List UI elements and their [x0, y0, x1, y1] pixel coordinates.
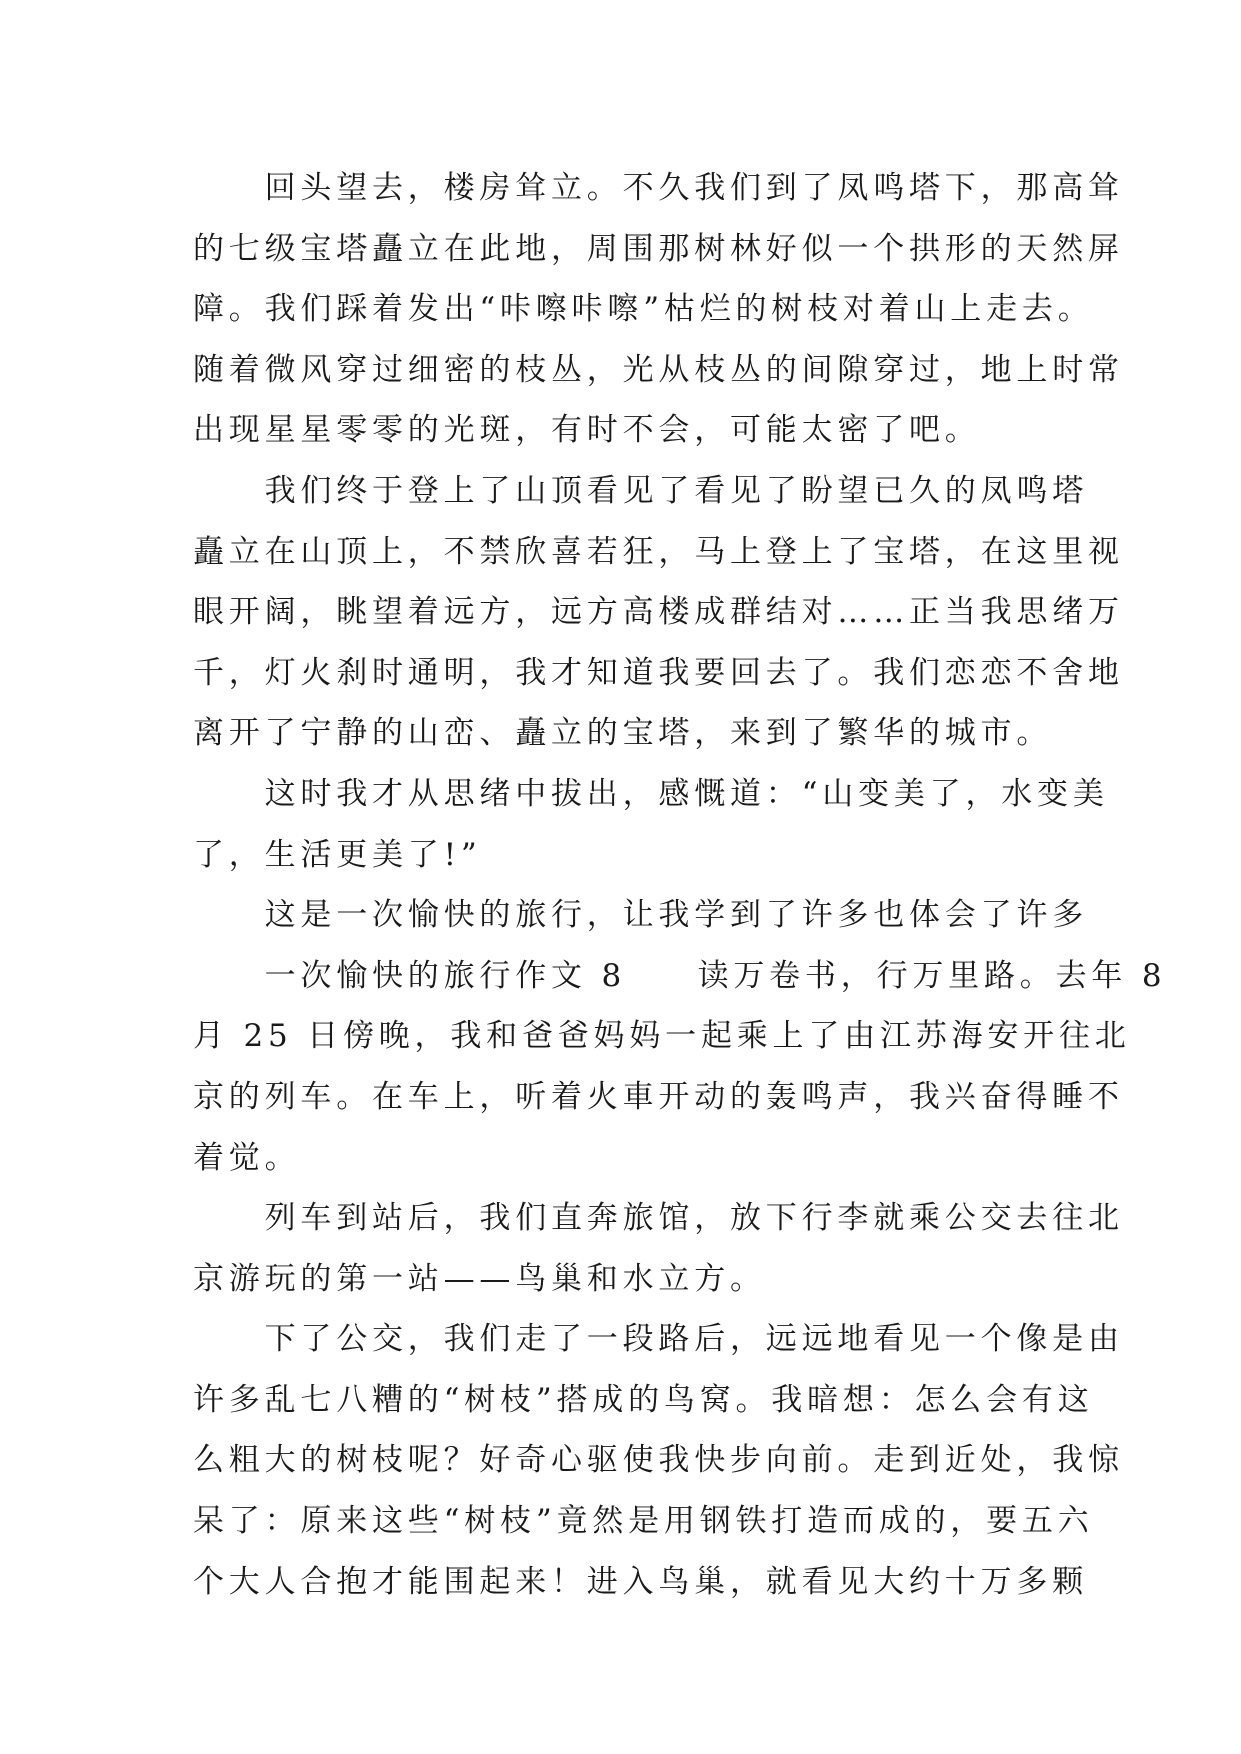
text-line: 随着微风穿过细密的枝丛，光从枝丛的间隙穿过，地上时常	[193, 351, 1124, 388]
text-line: 么粗大的树枝呢？好奇心驱使我快步向前。走到近处，我惊	[193, 1442, 1124, 1479]
text-line: 眼开阔，眺望着远方，远方高楼成群结对……正当我思绪万	[193, 594, 1124, 631]
text-line: 矗立在山顶上，不禁欣喜若狂，马上登上了宝塔，在这里视	[193, 533, 1124, 570]
text-line: 千，灯火刹时通明，我才知道我要回去了。我们恋恋不舍地	[193, 654, 1124, 691]
text-line: 京的列车。在车上，听着火車开动的轰鸣声，我兴奋得睡不	[193, 1078, 1124, 1115]
text-line: 回头望去，楼房耸立。不久我们到了凤鸣塔下，那高耸	[193, 170, 1124, 206]
text-line: 月 25 日傍晚，我和爸爸妈妈一起乘上了由江苏海安开往北	[193, 1018, 1131, 1055]
text-line: 下了公交，我们走了一段路后，远远地看见一个像是由	[193, 1321, 1124, 1358]
text-line: 着觉。	[193, 1139, 301, 1176]
essay-text	[193, 158, 1167, 1612]
text-line: 我们终于登上了山顶看见了看见了盼望已久的凤鸣塔	[193, 472, 1088, 509]
text-line: 个大人合抱才能围起来！进入鸟巢，就看见大约十万多颗	[193, 1563, 1088, 1600]
text-line: 京游玩的第一站——鸟巢和水立方。	[193, 1260, 766, 1297]
text-line: 这是一次愉快的旅行，让我学到了许多也体会了许多	[193, 897, 1088, 934]
text-line: 这时我才从思绪中拔出，感慨道：“山变美了，水变美	[193, 775, 1109, 812]
text-line: 呆了：原来这些“树枝”竟然是用钢铁打造而成的，要五六	[193, 1503, 1094, 1540]
text-line: 列车到站后，我们直奔旅馆，放下行李就乘公交去往北	[193, 1200, 1124, 1237]
text-line: 许多乱七八糟的“树枝”搭成的鸟窝。我暗想：怎么会有这	[193, 1381, 1094, 1418]
text-line: 了，生活更美了!”	[193, 836, 482, 873]
text-line: 离开了宁静的山峦、矗立的宝塔，来到了繁华的城市。	[193, 715, 1053, 752]
text-line: 障。我们踩着发出“咔嚓咔嚓”枯烂的树枝对着山上走去。	[193, 291, 1094, 328]
text-line: 的七级宝塔矗立在此地，周围那树林好似一个拱形的天然屏	[193, 230, 1124, 267]
text-line: 一次愉快的旅行作文 8 读万卷书，行万里路。去年 8	[193, 957, 1167, 994]
text-line: 出现星星零零的光斑，有时不会，可能太密了吧。	[193, 412, 981, 449]
